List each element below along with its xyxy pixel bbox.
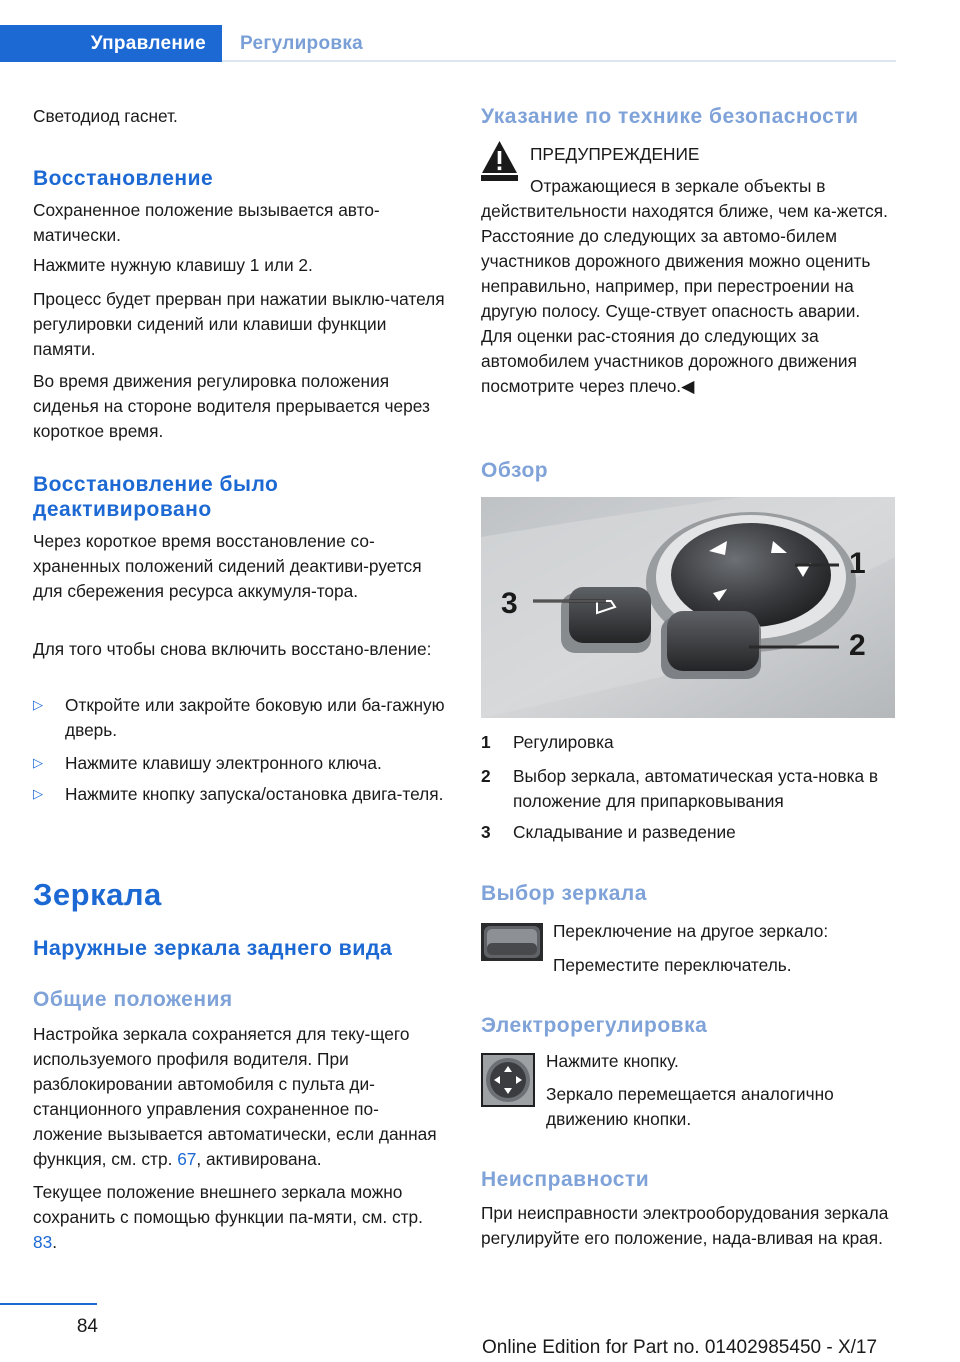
paragraph-led: Светодиод гаснет. [33, 106, 178, 126]
paragraph-restore-1: Сохраненное положение вызывается авто-матически. [33, 200, 380, 245]
mirror-switch-icon [481, 923, 543, 961]
select-text-1: Переключение на другое зеркало: [553, 921, 829, 941]
page-link-67[interactable]: 67 [177, 1149, 197, 1169]
footer-edition: Online Edition for Part no. 01402985450 - X/17 [482, 1337, 878, 1358]
heading-general: Общие положения [33, 988, 233, 1011]
header-divider [222, 60, 896, 62]
paragraph-restore-3: Процесс будет прерван при нажатии выклю-чателя регулировки сидений или клавиши функции памяти. [33, 289, 445, 359]
list-item [33, 693, 447, 743]
legend-item: 2 Выбор зеркала, автоматическая уста-новка в положение для припарковывания [481, 766, 879, 811]
page-number: 84 [76, 1316, 98, 1337]
list-item-text: Откройте или закройте боковую или ба-гажную дверь. [65, 695, 445, 740]
select-text-2: Переместите переключатель. [553, 955, 792, 975]
triangle-bullet-icon: ▷ [33, 786, 43, 801]
heading-overview: Обзор [481, 459, 549, 482]
list-item-text: Нажмите кнопку запуска/остановка двига-теля. [65, 784, 444, 804]
figure-label-3: 3 [501, 587, 518, 620]
heading-mirrors: Зеркала [33, 877, 162, 912]
electric-text-2: Зеркало перемещается аналогично движению кнопки. [546, 1084, 834, 1129]
direction-pad-icon [481, 1053, 535, 1107]
heading-safety: Указание по технике безопасности [481, 105, 859, 128]
paragraph-deactivated-1: Через короткое время восстановление со-храненных положений сидений деактиви-руется для сбережения ресурса аккумуля-тора. [33, 531, 422, 601]
tab-control[interactable]: Управление [0, 25, 222, 62]
list-item [33, 751, 447, 776]
paragraph-restore-2: Нажмите нужную клавишу 1 или 2. [33, 255, 313, 275]
triangle-bullet-icon: ▷ [33, 755, 43, 770]
paragraph-general-2: Текущее положение внешнего зеркала можно сохранить с помощью функции па-мяти, см. стр. 83. [33, 1182, 423, 1252]
heading-electric-adjust: Электрорегулировка [481, 1014, 708, 1037]
legend-item: 3 Складывание и разведение [481, 822, 736, 842]
warning-text: Отражающиеся в зеркале объекты в действительности находятся ближе, чем ка-жется. Расстояние до следующих за автомо-билем участников дорожного движения можно оценить неправильно, например, при перестроении на другую полосу. Суще-ствует опасность аварии. Для оценки рас-стояния до следующих за автомобилем участников дорожного движения посмотрите через плечо.◀ [481, 176, 888, 396]
heading-outer-mirrors: Наружные зеркала заднего вида [33, 936, 393, 960]
warning-title: ПРЕДУПРЕЖДЕНИЕ [530, 144, 700, 164]
tab-adjustment[interactable]: Регулировка [240, 32, 364, 54]
paragraph-restore-4: Во время движения регулировка положения сиденья на стороне водителя прерывается через короткое время. [33, 371, 430, 441]
electric-text-1: Нажмите кнопку. [546, 1051, 679, 1071]
legend-item: 1 Регулировка [481, 732, 614, 752]
heading-faults: Неисправности [481, 1168, 650, 1191]
faults-text: При неисправности электрооборудования зеркала регулируйте его положение, нада-вливая на края. [481, 1203, 889, 1248]
footer-rule [0, 1303, 97, 1305]
heading-restore: Восстановление [33, 167, 214, 190]
list-item-text: Нажмите клавишу электронного ключа. [65, 753, 382, 773]
page-link-83[interactable]: 83 [33, 1232, 53, 1252]
heading-select-mirror: Выбор зеркала [481, 882, 647, 905]
heading-deactivated: Восстановление было деактивировано [33, 473, 279, 521]
paragraph-general-1: Настройка зеркала сохраняется для теку-щего используемого профиля водителя. При разблокировании автомобиля с пульта ди-станционного управления сохраненное по-ложение вызывается автоматически, если данная функция, см. стр. 67, активирована. [33, 1024, 437, 1169]
list-item [33, 782, 447, 807]
paragraph-deactivated-2: Для того чтобы снова включить восстано-вление: [33, 639, 432, 659]
figure-label-2: 2 [849, 629, 866, 662]
triangle-bullet-icon: ▷ [33, 697, 43, 712]
figure-label-1: 1 [849, 547, 866, 580]
mirror-controls-figure [481, 497, 895, 718]
